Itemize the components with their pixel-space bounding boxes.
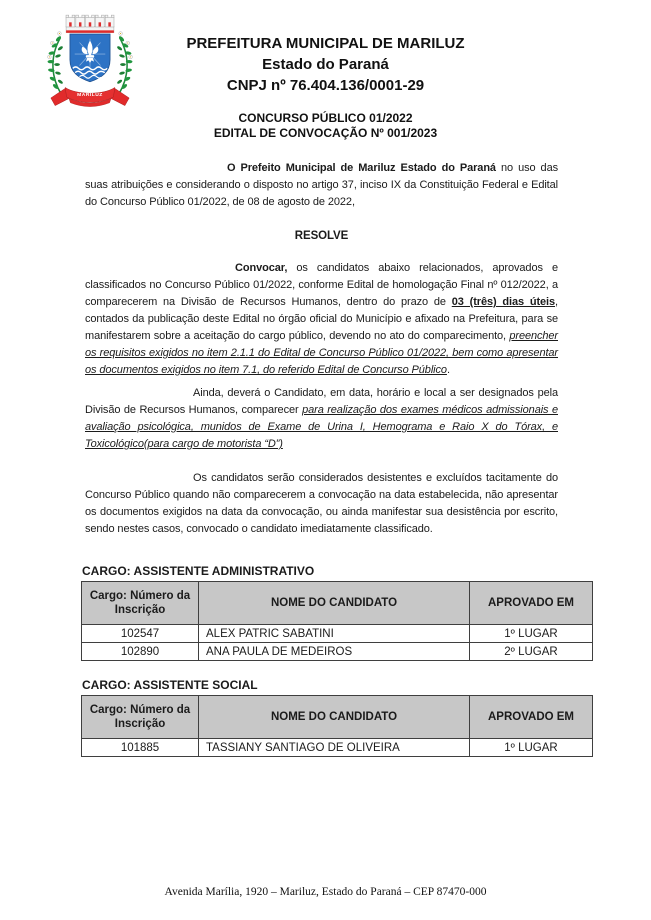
table-row <box>82 643 593 661</box>
org-name: PREFEITURA MUNICIPAL DE MARILUZ <box>186 35 465 52</box>
doc-title-edital: EDITAL DE CONVOCAÇÃO Nº 001/2023 <box>213 126 438 140</box>
candidate-name-cell: TASSIANY SANTIAGO DE OLIVEIRA <box>199 739 470 757</box>
placement-cell: 1º LUGAR <box>470 739 593 757</box>
resolve-heading: RESOLVE <box>294 230 349 242</box>
candidate-name-cell: ALEX PATRIC SABATINI <box>199 625 470 643</box>
exames-italic-underline-text: para realização dos exames médicos admissionais e avaliação psicológica, munidos de Exame de Urina I, Hemograma e Raio X do Tórax, e Toxicológico(para cargo de motorista “D”) <box>85 404 558 450</box>
candidate-name-cell: ANA PAULA DE MEDEIROS <box>199 643 470 661</box>
inscription-cell: 101885 <box>82 739 199 757</box>
table-header-row <box>82 696 593 739</box>
laurel-branch-left-icon <box>48 32 64 94</box>
paragraph-exames <box>85 385 558 453</box>
header-approved-in: APROVADO EM <box>470 582 593 625</box>
shield-icon <box>70 34 110 82</box>
ribbon-text: MARILUZ <box>77 93 103 99</box>
paragraph-preamble <box>85 160 558 211</box>
placement-cell: 1º LUGAR <box>470 625 593 643</box>
tables-section <box>81 564 592 757</box>
laurel-branch-right-icon <box>116 32 132 94</box>
convocar-period: . <box>446 364 450 376</box>
org-cnpj: CNPJ nº 76.404.136/0001-29 <box>226 77 425 94</box>
exames-text: Ainda, deverá o Candidato, em data, horário e local a ser designados pela Divisão de Recursos Humanos, comparecer <box>85 387 558 416</box>
header-candidate-name: NOME DO CANDIDATO <box>199 582 470 625</box>
convocar-text-a: os candidatos abaixo relacionados, aprovados e classificados no Concurso Público 01/2022, conforme Edital de homologação Final nº 012/2022, a comparecerem na Divisão de Recursos Humanos, dentro do prazo de <box>85 262 558 308</box>
table-row <box>82 739 593 757</box>
mural-crown-icon <box>66 15 114 33</box>
paragraph-convocar <box>85 260 558 379</box>
ribbon-icon <box>51 87 129 106</box>
header-approved-in: APROVADO EM <box>470 696 593 739</box>
candidates-table-social <box>81 695 593 757</box>
convocar-text-b: , contados da publicação deste Edital no órgão oficial do Município e afixado na Prefeitura, para se manifestarem sobre a aceitação do cargo público, devendo no ato do comparecimento, <box>85 296 558 342</box>
convocar-bold-text: Convocar, <box>235 262 288 274</box>
table-row <box>82 625 593 643</box>
preamble-bold-text: O Prefeito Municipal de Mariluz Estado do Paraná <box>227 162 496 174</box>
paragraph-desistentes: Os candidatos serão considerados desistentes e excluídos tacitamente do Concurso Público quando não comparecerem a convocação na data estabelecida, não apresentar os documentos exigidos na data da convocação, ou ainda manifestar sua desistência por escrito, sendo nestes casos, convocado o candidato imediatamente classificado. <box>85 472 558 535</box>
requisitos-italic-underline-text: preencher os requisitos exigidos no item 2.1.1 do Edital de Concurso Público 01/2022, bem como apresentar os documentos exigidos no item 7.1, do referido Edital de Concurso Público <box>85 330 558 376</box>
doc-title-concurso: CONCURSO PÚBLICO 01/2022 <box>238 111 413 125</box>
table-header-row <box>82 582 593 625</box>
header-candidate-name: NOME DO CANDIDATO <box>199 696 470 739</box>
inscription-cell: 102547 <box>82 625 199 643</box>
candidates-table-administrativo <box>81 581 593 661</box>
table-caption-administrativo: CARGO: ASSISTENTE ADMINISTRATIVO <box>82 564 315 578</box>
preamble-text: no uso das suas atribuições e considerando o disposto no artigo 37, inciso IX da Constituição Federal e Edital do Concurso Público 01/2022, de 08 de agosto de 2022, <box>85 162 558 208</box>
placement-cell: 2º LUGAR <box>470 643 593 661</box>
page-footer: Avenida Marília, 1920 – Mariluz, Estado do Paraná – CEP 87470-000 <box>164 886 487 898</box>
municipal-coat-of-arms <box>42 12 138 119</box>
header-inscription: Cargo: Número da Inscrição <box>82 696 199 739</box>
header-inscription: Cargo: Número da Inscrição <box>82 582 199 625</box>
inscription-cell: 102890 <box>82 643 199 661</box>
table-caption-social: CARGO: ASSISTENTE SOCIAL <box>82 678 258 692</box>
deadline-bold-underline-text: 03 (três) dias úteis <box>451 296 556 308</box>
document-header <box>0 0 651 143</box>
document-body <box>85 160 558 538</box>
org-state: Estado do Paraná <box>262 56 389 73</box>
